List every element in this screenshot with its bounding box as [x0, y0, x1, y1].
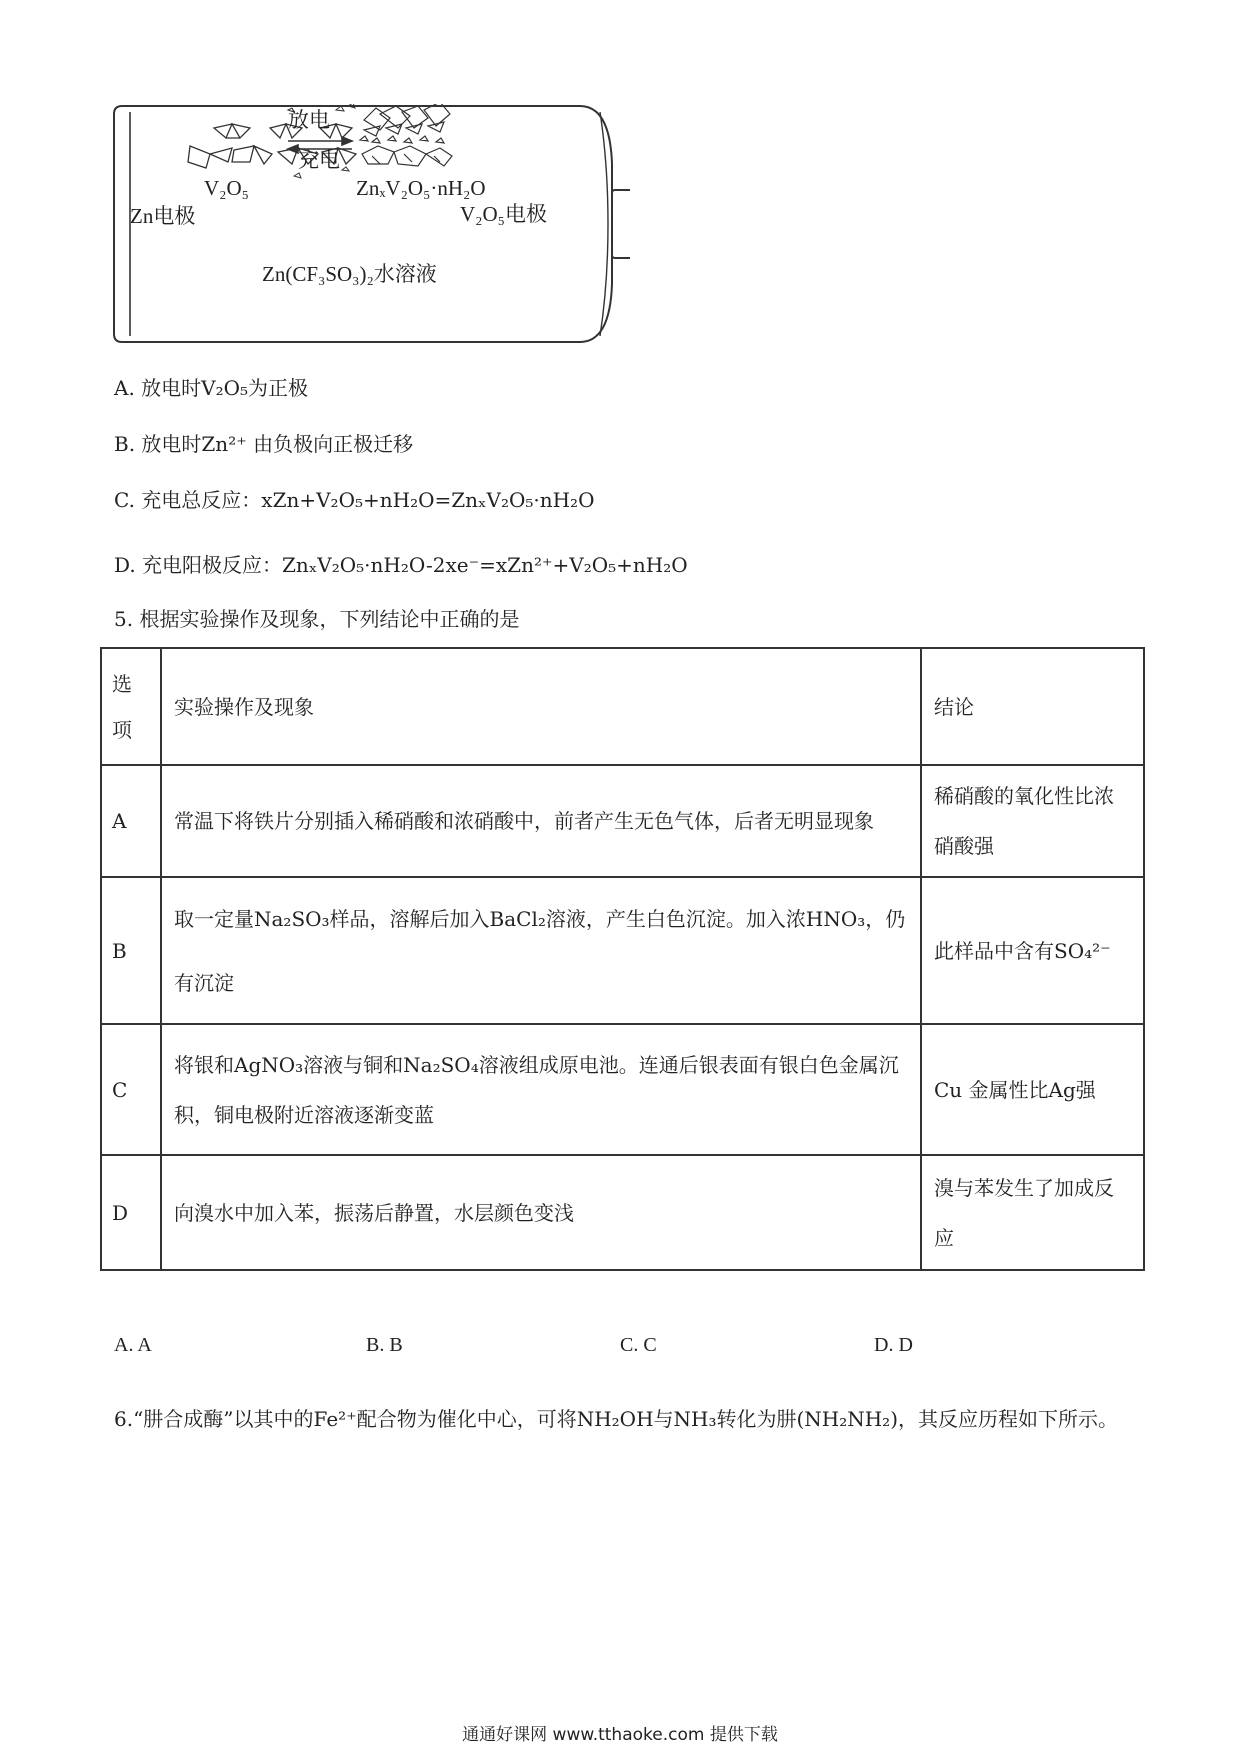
footer-text: 通通好课网 www.tthaoke.com 提供下载 — [462, 1725, 778, 1745]
row-conclusion: 稀硝酸的氧化性比浓硝酸强 — [921, 765, 1144, 877]
row-conclusion: Cu 金属性比Ag强 — [921, 1024, 1144, 1155]
battery-diagram — [110, 104, 630, 344]
q5-choice-d: D. D — [874, 1334, 913, 1356]
charge-label: 充电 — [298, 148, 340, 172]
q5-table — [100, 647, 1145, 1271]
zn-electrode-label: Zn电极 — [130, 204, 196, 228]
table-row — [101, 877, 1144, 1024]
discharge-label: 放电 — [288, 108, 330, 132]
table-header-row — [101, 648, 1144, 765]
row-option: C — [101, 1024, 161, 1155]
q4-option-c: C. 充电总反应：xZn+V₂O₅+nH₂O=ZnₓV₂O₅·nH₂O — [114, 488, 595, 512]
v2o5-electrode-label: V₂O₅电极 — [460, 202, 547, 226]
q4-option-d: D. 充电阳极反应：ZnₓV₂O₅·nH₂O-2xe⁻=xZn²⁺+V₂O₅+nH₂O — [114, 553, 688, 577]
electrolyte-label: Zn(CF₃SO₃)₂水溶液 — [262, 262, 437, 286]
header-option: 选项 — [101, 648, 161, 765]
header-operation: 实验操作及现象 — [161, 648, 921, 765]
row-option: A — [101, 765, 161, 877]
v2o5-label: V₂O₅ — [204, 176, 249, 200]
table-row — [101, 1155, 1144, 1270]
table-row — [101, 765, 1144, 877]
header-conclusion: 结论 — [921, 648, 1144, 765]
row-option: D — [101, 1155, 161, 1270]
q4-option-b: B. 放电时Zn²⁺ 由负极向正极迁移 — [114, 432, 414, 456]
q5-choice-a: A. A — [114, 1334, 152, 1356]
table-row — [101, 1024, 1144, 1155]
row-operation: 向溴水中加入苯，振荡后静置，水层颜色变浅 — [161, 1155, 921, 1270]
q5-question: 5. 根据实验操作及现象，下列结论中正确的是 — [114, 607, 520, 631]
q5-choice-c: C. C — [620, 1334, 657, 1356]
q5-choice-b: B. B — [366, 1334, 403, 1356]
znxv2o5-label: ZnₓV₂O₅·nH₂O — [356, 176, 486, 200]
row-conclusion: 此样品中含有SO₄²⁻ — [921, 877, 1144, 1024]
row-option: B — [101, 877, 161, 1024]
row-operation: 常温下将铁片分别插入稀硝酸和浓硝酸中，前者产生无色气体，后者无明显现象 — [161, 765, 921, 877]
q6-question: 6.“肼合成酶”以其中的Fe²⁺配合物为催化中心，可将NH₂OH与NH₃转化为肼(NH₂NH₂)，其反应历程如下所示。 — [114, 1407, 1119, 1431]
row-conclusion: 溴与苯发生了加成反应 — [921, 1155, 1144, 1270]
row-operation: 将银和AgNO₃溶液与铜和Na₂SO₄溶液组成原电池。连通后银表面有银白色金属沉积，铜电极附近溶液逐渐变蓝 — [161, 1024, 921, 1155]
row-operation: 取一定量Na₂SO₃样品，溶解后加入BaCl₂溶液，产生白色沉淀。加入浓HNO₃，仍有沉淀 — [161, 877, 921, 1024]
q4-option-a: A. 放电时V₂O₅为正极 — [114, 376, 309, 400]
